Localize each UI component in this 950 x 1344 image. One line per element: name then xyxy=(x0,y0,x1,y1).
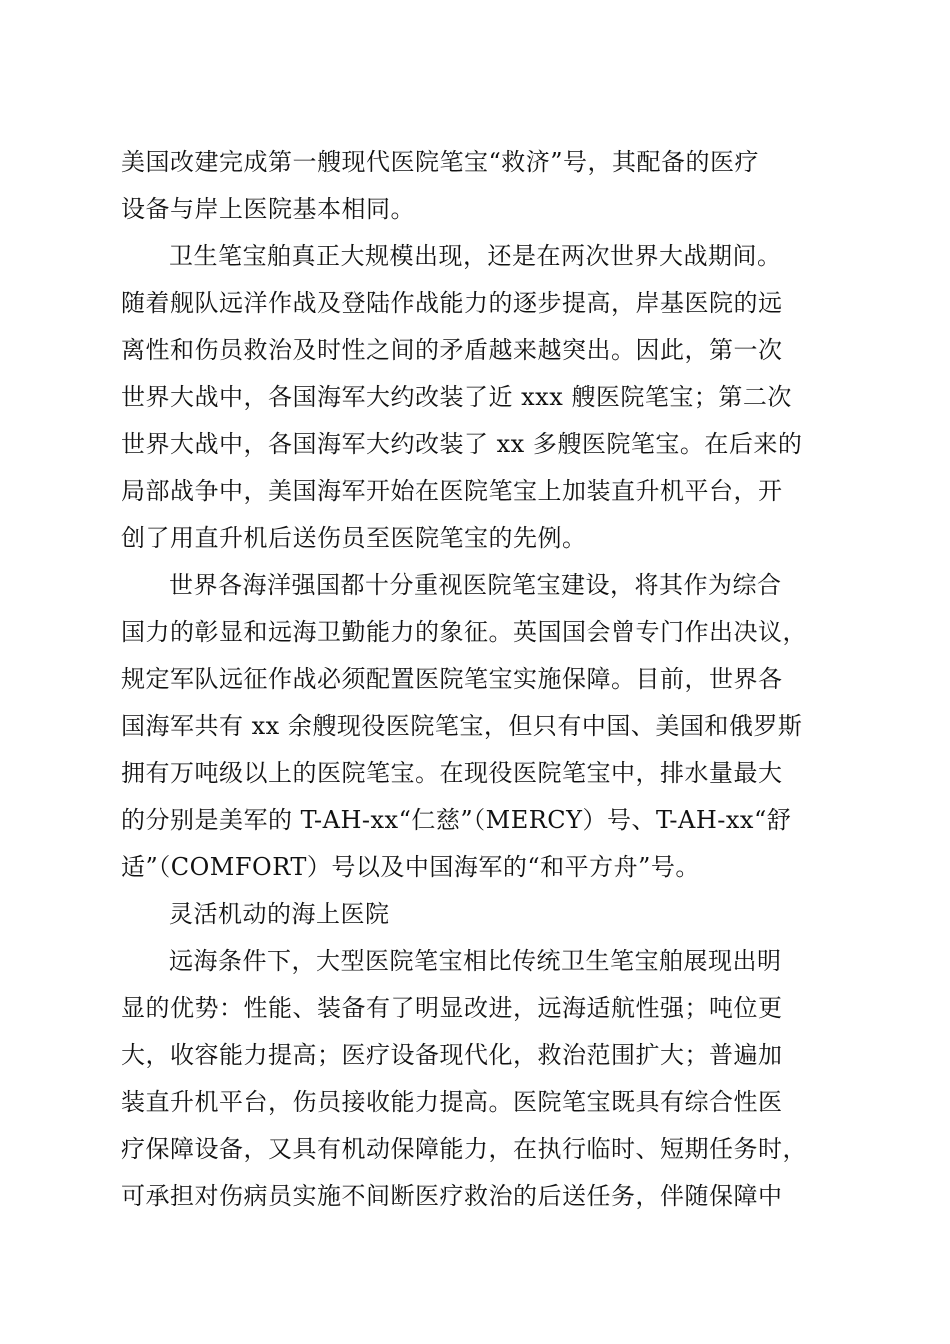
text-line: 疗保障设备，又具有机动保障能力，在执行临时、短期任务时， xyxy=(121,1135,807,1163)
text-line: 适”（COMFORT）号以及中国海军的“和平方舟”号。 xyxy=(121,853,700,881)
text-line: 可承担对伤病员实施不间断医疗救治的后送任务，伴随保障中 xyxy=(121,1182,783,1210)
text-line: 装直升机平台，伤员接收能力提高。医院笔宝既具有综合性医 xyxy=(121,1088,783,1116)
text-line: 局部战争中，美国海军开始在医院笔宝上加装直升机平台，开 xyxy=(121,477,783,505)
text-line: 随着舰队远洋作战及登陆作战能力的逐步提高，岸基医院的远 xyxy=(121,289,783,317)
text-line: 的分别是美军的 T-AH-xx“仁慈”（MERCY）号、T-AH-xx“舒 xyxy=(121,806,792,834)
paragraph-first-line: 世界各海洋强国都十分重视医院笔宝建设，将其作为综合 xyxy=(169,571,782,599)
section-heading: 灵活机动的海上医院 xyxy=(169,900,390,928)
paragraph-first-line: 远海条件下，大型医院笔宝相比传统卫生笔宝舶展现出明 xyxy=(169,947,782,975)
text-line: 显的优势：性能、装备有了明显改进，远海适航性强；吨位更 xyxy=(121,994,783,1022)
text-line: 大，收容能力提高；医疗设备现代化，救治范围扩大；普遍加 xyxy=(121,1041,783,1069)
text-line: 创了用直升机后送伤员至医院笔宝的先例。 xyxy=(121,524,587,552)
text-line: 国力的彰显和远海卫勤能力的象征。英国国会曾专门作出决议， xyxy=(121,618,807,646)
text-line: 离性和伤员救治及时性之间的矛盾越来越突出。因此，第一次 xyxy=(121,336,783,364)
text-line: 美国改建完成第一艘现代医院笔宝“救济”号，其配备的医疗 xyxy=(121,148,760,176)
text-line: 世界大战中，各国海军大约改装了 xx 多艘医院笔宝。在后来的 xyxy=(121,430,803,458)
text-line: 拥有万吨级以上的医院笔宝。在现役医院笔宝中，排水量最大 xyxy=(121,759,783,787)
text-line: 国海军共有 xx 余艘现役医院笔宝，但只有中国、美国和俄罗斯 xyxy=(121,712,803,740)
text-line: 设备与岸上医院基本相同。 xyxy=(121,195,415,223)
text-line: 规定军队远征作战必须配置医院笔宝实施保障。目前，世界各 xyxy=(121,665,783,693)
paragraph-first-line: 卫生笔宝舶真正大规模出现，还是在两次世界大战期间。 xyxy=(169,242,782,270)
text-line: 世界大战中，各国海军大约改装了近 xxx 艘医院笔宝；第二次 xyxy=(121,383,792,411)
